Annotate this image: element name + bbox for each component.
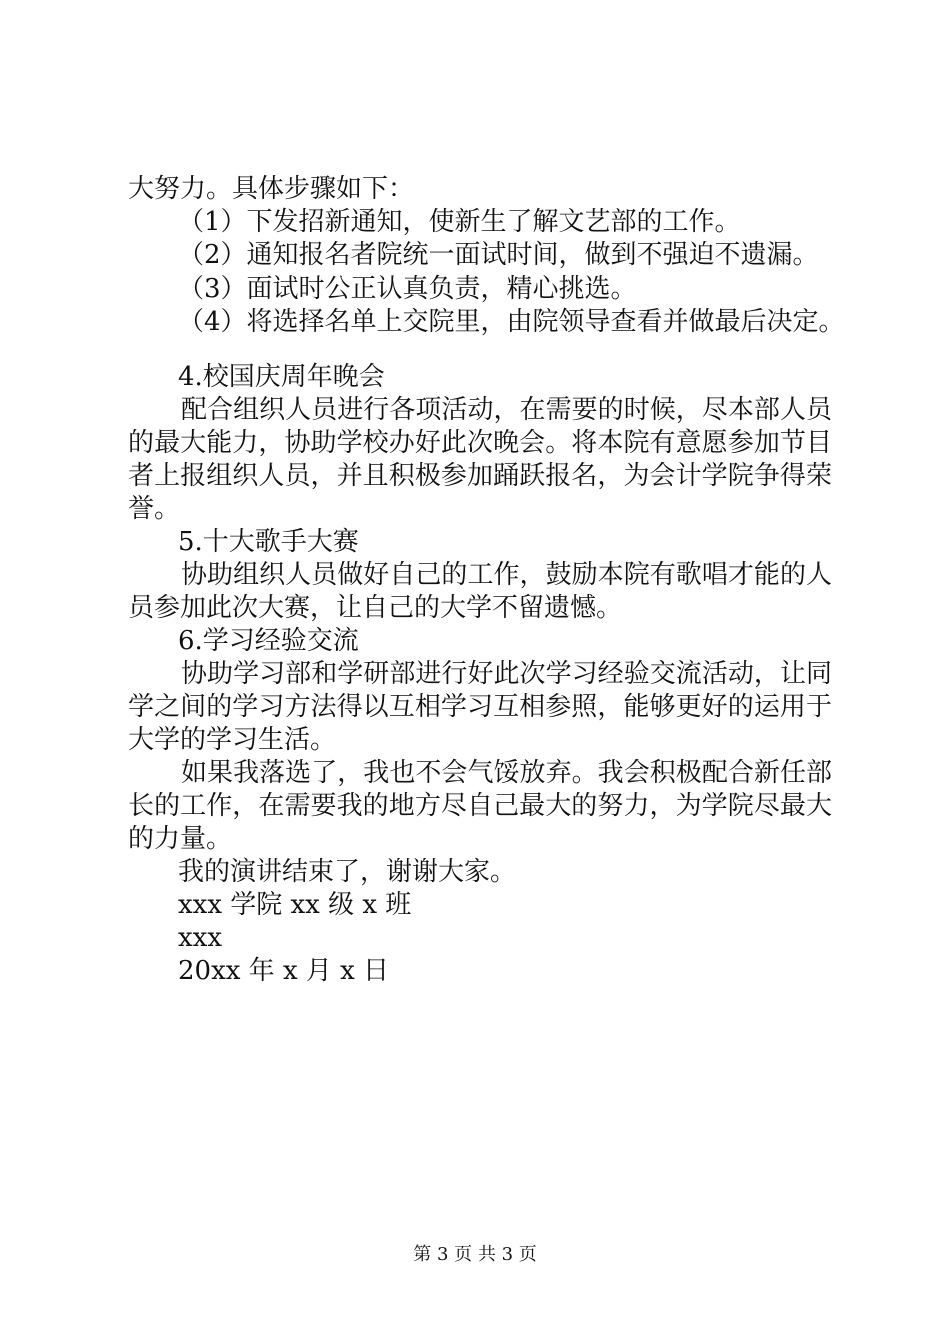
paragraph-line: 的力量。 [128, 824, 233, 854]
signature-class: xxx 学院 xx 级 x 班 [178, 890, 412, 920]
step-item: （4）将选择名单上交院里，由院领导查看并做最后决定。 [178, 307, 845, 337]
step-item: （2）通知报名者院统一面试时间，做到不强迫不遗漏。 [178, 240, 819, 270]
section-heading: 6.学习经验交流 [178, 626, 359, 656]
closing-line: 我的演讲结束了，谢谢大家。 [178, 857, 517, 887]
step-item: （1）下发招新通知，使新生了解文艺部的工作。 [178, 207, 741, 237]
paragraph-line: 誉。 [128, 494, 181, 524]
section-heading: 4.校国庆周年晚会 [178, 362, 385, 392]
paragraph-line: 协助组织人员做好自己的工作，鼓励本院有歌唱才能的人 [181, 560, 832, 590]
paragraph-line: 如果我落选了，我也不会气馁放弃。我会积极配合新任部 [181, 758, 832, 788]
text-line: 大努力。具体步骤如下： [128, 174, 415, 204]
section-heading: 5.十大歌手大赛 [178, 527, 359, 557]
paragraph-line: 的最大能力，协助学校办好此次晚会。将本院有意愿参加节目 [128, 428, 832, 458]
paragraph-line: 者上报组织人员，并且积极参加踊跃报名，为会计学院争得荣 [128, 461, 832, 491]
paragraph-line: 学之间的学习方法得以互相学习互相参照，能够更好的运用于 [128, 692, 832, 722]
signature-date: 20xx 年 x 月 x 日 [178, 956, 390, 986]
paragraph-line: 员参加此次大赛，让自己的大学不留遗憾。 [128, 593, 623, 623]
signature-name: xxx [178, 923, 222, 953]
page-number-footer: 第 3 页 共 3 页 [413, 1244, 537, 1265]
paragraph-line: 长的工作，在需要我的地方尽自己最大的努力，为学院尽最大 [128, 791, 832, 821]
paragraph-line: 配合组织人员进行各项活动，在需要的时候，尽本部人员 [181, 395, 832, 425]
paragraph-line: 协助学习部和学研部进行好此次学习经验交流活动，让同 [181, 659, 832, 689]
step-item: （3）面试时公正认真负责，精心挑选。 [178, 274, 637, 304]
paragraph-line: 大学的学习生活。 [128, 725, 337, 755]
